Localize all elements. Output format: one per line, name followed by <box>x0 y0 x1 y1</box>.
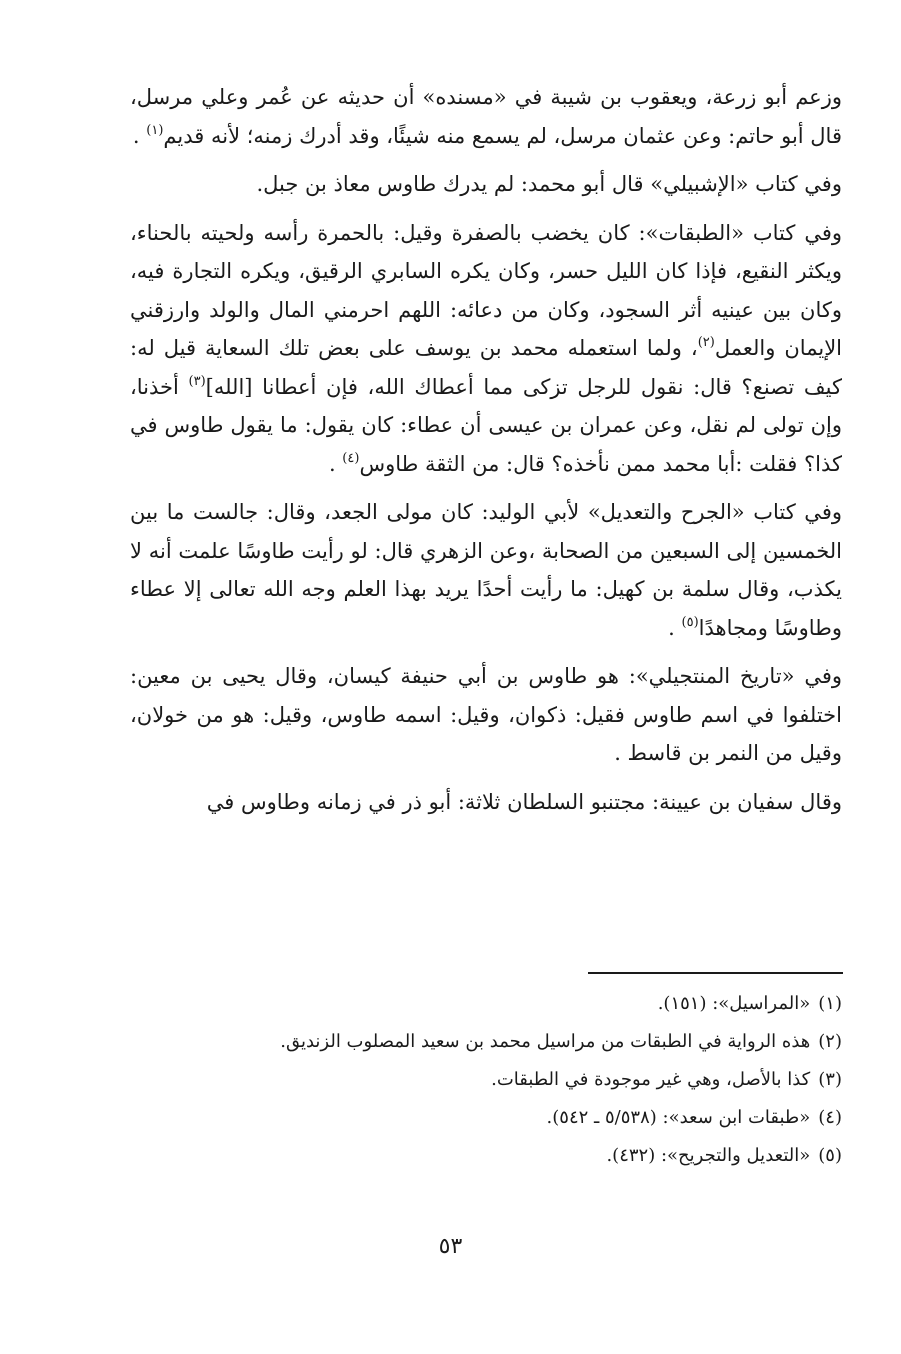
footnote-number: (٤) <box>818 1107 842 1128</box>
paragraph-text: . <box>132 123 147 148</box>
footnote <box>130 1023 842 1061</box>
paragraph-text: . <box>328 451 343 476</box>
footnote-text: «التعديل والتجريح»: (٤٣٢). <box>606 1145 811 1166</box>
paragraph <box>130 657 842 773</box>
paragraph-text: وقال سفيان بن عيينة: مجتنبو السلطان ثلاثة: أبو ذر في زمانه وطاوس في <box>206 789 842 814</box>
footnote-divider <box>588 972 843 974</box>
page-number: ٥٣ <box>438 1234 463 1259</box>
footnote-number: (١) <box>818 993 842 1014</box>
footnote-number: (٣) <box>818 1069 842 1090</box>
footnote-text: كذا بالأصل، وهي غير موجودة في الطبقات. <box>491 1069 811 1090</box>
footnote-text: «طبقات ابن سعد»: (٥/٥٣٨ ـ ٥٤٢). <box>546 1107 811 1128</box>
footnote-number: (٥) <box>818 1145 842 1166</box>
paragraph-text: ، ولما استعمله محمد بن يوسف على بعض تلك السعاية قيل له: كيف تصنع؟ قال: نقول للرجل تزكى مما أعطاك الله، فإن أعطانا [الله] <box>130 336 842 399</box>
footnotes <box>130 985 842 1175</box>
paragraph <box>130 165 842 204</box>
paragraph-text: وفي كتاب «الطبقات»: كان يخضب بالصفرة وقيل: بالحمرة رأسه ولحيته بالحناء، ويكثر النقيع، فإذا كان الليل حسر، وكان يكره السابري الرقيق، ويكره التجارة فيه، وكان بين عينيه أثر السجود، وكان من دعائه: اللهم احرمني المال والولد وارزقني الإيمان والعمل <box>130 220 843 360</box>
paragraph <box>130 493 842 647</box>
paragraph-text: وفي كتاب «الجرح والتعديل» لأبي الوليد: كان مولى الجعد، وقال: جالست ما بين الخمسين إلى السبعين من الصحابة ،وعن الزهري قال: لو رأيت طاوسًا علمت أنه لا يكذب، وقال سلمة بن كهيل: ما رأيت أحدًا يريد بهذا العلم وجه الله تعالى إلا عطاء وطاوسًا ومجاهدًا <box>130 500 842 640</box>
footnote <box>130 1137 842 1175</box>
footnote-marker: (٣) <box>188 373 206 389</box>
footnote-text: «المراسيل»: (١٥١). <box>657 993 811 1014</box>
paragraph-text: أخذنا، وإن تولى لم نقل، وعن عمران بن عيسى أن عطاء: كان يقول: ما يقول طاوس في كذا؟ فقلت :أبا محمد ممن نأخذه؟ قال: من الثقة طاوس <box>130 374 842 476</box>
footnote-marker: (٥) <box>681 614 699 630</box>
paragraph-text: وفي كتاب «الإشبيلي» قال أبو محمد: لم يدرك طاوس معاذ بن جبل. <box>256 172 842 196</box>
footnote-marker: (١) <box>146 122 164 138</box>
paragraph <box>130 783 842 822</box>
paragraph-text: وزعم أبو زرعة، ويعقوب بن شيبة في «مسنده» أن حديثه عن عُمر وعلي مرسل، قال أبو حاتم: وعن عثمان مرسل، لم يسمع منه شيئًا، وقد أدرك زمنه؛ لأنه قديم <box>130 85 842 148</box>
footnote <box>130 1099 842 1137</box>
footnote-number: (٢) <box>818 1031 842 1052</box>
paragraph-text: وفي «تاريخ المنتجيلي»: هو طاوس بن أبي حنيفة كيسان، وقال يحيى بن معين: اختلفوا في اسم طاوس فقيل: ذكوان، وقيل: اسمه طاوس، وقيل: هو من خولان، وقيل من النمر بن قاسط . <box>130 664 842 765</box>
paragraph <box>130 78 842 155</box>
main-text <box>130 78 842 821</box>
footnote-marker: (٤) <box>342 450 360 466</box>
footnote-marker: (٢) <box>697 335 715 350</box>
footnote <box>130 985 842 1023</box>
paragraph-text: . <box>668 615 682 640</box>
footnote-text: هذه الرواية في الطبقات من مراسيل محمد بن سعيد المصلوب الزنديق. <box>280 1031 811 1052</box>
paragraph <box>130 214 842 484</box>
footnote <box>130 1061 842 1099</box>
